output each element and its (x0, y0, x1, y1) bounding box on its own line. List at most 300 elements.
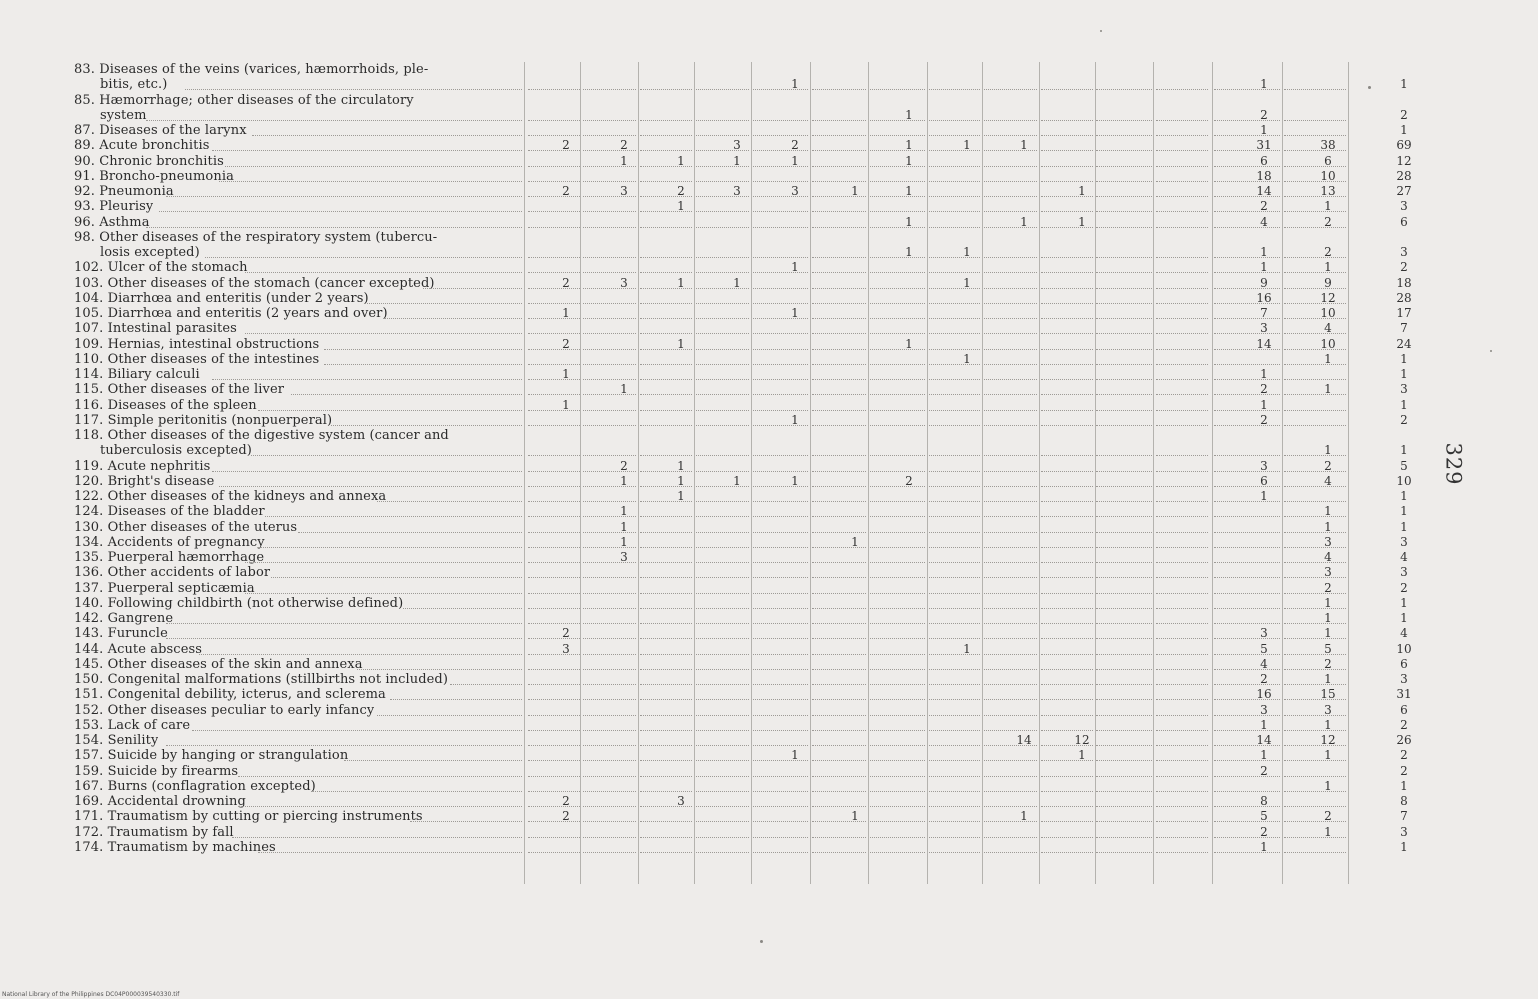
cause-of-death-label: 92. Pneumonia (74, 185, 174, 198)
cell-value-t3: 6 (1400, 215, 1408, 229)
cell-dots (984, 623, 1037, 624)
cell-dots (870, 532, 925, 533)
cell-dots (583, 745, 636, 746)
cell-dots (870, 715, 925, 716)
cell-dots (1096, 516, 1152, 517)
cell-dots (870, 837, 925, 838)
cell-dots (696, 227, 749, 228)
cell-dots (984, 379, 1037, 380)
cell-value-c1: 2 (562, 184, 570, 198)
cell-value-t3: 27 (1396, 184, 1412, 198)
cell-dots (929, 806, 980, 807)
cell-dots (1041, 303, 1093, 304)
table-row (0, 245, 1538, 261)
cell-dots (1096, 684, 1152, 685)
cell-dots (640, 638, 692, 639)
cause-of-death-label: 89. Acute bronchitis (74, 139, 210, 152)
cell-dots (696, 806, 749, 807)
cell-dots (640, 684, 692, 685)
cell-value-t1: 3 (1260, 321, 1268, 335)
cell-dots (1041, 852, 1093, 853)
cell-dots (583, 730, 636, 731)
cell-dots (812, 577, 866, 578)
cell-dots (1096, 394, 1152, 395)
cell-dots (696, 776, 749, 777)
cell-dots (812, 730, 866, 731)
cell-dots (696, 501, 749, 502)
leader-dots (324, 349, 522, 350)
cell-dots (1096, 379, 1152, 380)
cause-of-death-label: 114. Biliary calculi (74, 368, 200, 381)
cell-dots (929, 471, 980, 472)
cell-dots (1156, 852, 1208, 853)
cell-value-t3: 28 (1396, 291, 1412, 305)
cell-value-c7: 1 (905, 215, 913, 229)
cell-dots (1096, 776, 1152, 777)
cell-value-c3: 1 (677, 474, 685, 488)
cell-dots (1284, 379, 1346, 380)
table-row (0, 77, 1538, 93)
cell-value-c9: 1 (1020, 809, 1028, 823)
cell-dots (528, 425, 580, 426)
cause-of-death-label: 130. Other diseases of the uterus (74, 521, 298, 534)
cell-dots (929, 166, 980, 167)
cell-dots (1156, 623, 1208, 624)
cell-dots (870, 699, 925, 700)
cell-dots (583, 349, 636, 350)
cell-dots (870, 608, 925, 609)
cell-dots (528, 394, 580, 395)
table-row (0, 581, 1538, 597)
cell-dots (984, 760, 1037, 761)
cell-dots (696, 593, 749, 594)
cell-value-t1: 3 (1260, 459, 1268, 473)
cell-dots (870, 364, 925, 365)
cell-dots (696, 333, 749, 334)
cause-of-death-label: 151. Congenital debility, icterus, and sclerema (74, 688, 386, 701)
cell-dots (1041, 379, 1093, 380)
cause-of-death-label: 169. Accidental drowning (74, 795, 246, 808)
cell-value-t3: 3 (1400, 565, 1408, 579)
leader-dots (403, 608, 522, 609)
cell-dots (1156, 211, 1208, 212)
cell-value-t3: 2 (1400, 764, 1408, 778)
cell-dots (1214, 791, 1280, 792)
cell-dots (696, 821, 749, 822)
cell-dots (929, 760, 980, 761)
cell-dots (583, 776, 636, 777)
cell-dots (640, 303, 692, 304)
cell-dots (1096, 425, 1152, 426)
cell-dots (640, 120, 692, 121)
cell-dots (812, 166, 866, 167)
cell-dots (812, 288, 866, 289)
cell-dots (1041, 394, 1093, 395)
cell-value-t3: 3 (1400, 245, 1408, 259)
cell-dots (929, 425, 980, 426)
cell-dots (1096, 455, 1152, 456)
cell-value-t3: 1 (1400, 840, 1408, 854)
cell-dots (1156, 410, 1208, 411)
cell-dots (1041, 821, 1093, 822)
table-row (0, 794, 1538, 810)
cell-value-t3: 24 (1396, 337, 1412, 351)
cell-value-t2: 1 (1324, 352, 1332, 366)
table-row (0, 321, 1538, 337)
cell-value-t2: 1 (1324, 611, 1332, 625)
cell-dots (1284, 410, 1346, 411)
table-row (0, 123, 1538, 139)
cell-dots (1156, 821, 1208, 822)
cell-dots (1156, 593, 1208, 594)
cell-value-c1: 1 (562, 367, 570, 381)
cell-dots (1041, 730, 1093, 731)
cell-dots (812, 257, 866, 258)
cell-dots (583, 135, 636, 136)
cell-dots (812, 486, 866, 487)
cell-value-t3: 1 (1400, 779, 1408, 793)
cell-dots (753, 654, 808, 655)
cell-value-c1: 1 (562, 398, 570, 412)
cell-dots (583, 684, 636, 685)
cell-dots (984, 516, 1037, 517)
cell-dots (1096, 791, 1152, 792)
cell-value-c8: 1 (963, 642, 971, 656)
cell-value-t2: 1 (1324, 443, 1332, 457)
cell-dots (1041, 516, 1093, 517)
cause-of-death-label: 171. Traumatism by cutting or piercing instruments (74, 810, 423, 823)
cell-dots (528, 272, 580, 273)
cell-dots (528, 303, 580, 304)
cell-value-t3: 26 (1396, 733, 1412, 747)
cell-dots (929, 562, 980, 563)
table-row (0, 352, 1538, 368)
cell-value-t2: 10 (1320, 306, 1336, 320)
cell-dots (1156, 394, 1208, 395)
cell-dots (583, 425, 636, 426)
leader-dots (238, 806, 522, 807)
cell-value-t3: 2 (1400, 581, 1408, 595)
cell-dots (1156, 837, 1208, 838)
cell-dots (1096, 654, 1152, 655)
cell-dots (812, 776, 866, 777)
cause-of-death-label: 124. Diseases of the bladder (74, 505, 265, 518)
cell-dots (984, 211, 1037, 212)
cell-value-c4: 1 (733, 154, 741, 168)
leader-dots (450, 684, 522, 685)
cell-dots (583, 638, 636, 639)
table-row (0, 703, 1538, 719)
cell-dots (640, 181, 692, 182)
cell-value-c7: 1 (905, 154, 913, 168)
cell-dots (696, 135, 749, 136)
cell-dots (1156, 776, 1208, 777)
cell-dots (984, 394, 1037, 395)
cell-dots (1041, 593, 1093, 594)
cell-dots (528, 852, 580, 853)
cell-dots (528, 623, 580, 624)
cell-dots (583, 791, 636, 792)
cell-value-c1: 2 (562, 809, 570, 823)
cell-dots (1096, 669, 1152, 670)
cell-value-c10: 12 (1074, 733, 1090, 747)
cell-dots (1096, 120, 1152, 121)
cell-dots (1041, 547, 1093, 548)
cell-dots (812, 562, 866, 563)
cell-dots (696, 455, 749, 456)
cell-value-t3: 4 (1400, 626, 1408, 640)
cell-dots (929, 715, 980, 716)
cause-of-death-label: 115. Other diseases of the liver (74, 383, 285, 396)
cell-dots (528, 333, 580, 334)
scan-speck (1490, 350, 1492, 352)
table-row (0, 596, 1538, 612)
cell-value-t3: 1 (1400, 123, 1408, 137)
cell-dots (929, 669, 980, 670)
cell-dots (870, 501, 925, 502)
cell-dots (1041, 638, 1093, 639)
cell-dots (984, 257, 1037, 258)
cell-dots (640, 745, 692, 746)
cause-of-death-label: 105. Diarrhœa and enteritis (2 years and over) (74, 307, 388, 320)
cell-dots (1096, 715, 1152, 716)
cell-dots (753, 669, 808, 670)
cause-of-death-label: 153. Lack of care (74, 719, 191, 732)
cell-dots (1096, 333, 1152, 334)
cell-value-c4: 1 (733, 474, 741, 488)
cell-dots (528, 776, 580, 777)
cause-of-death-label: 144. Acute abscess (74, 643, 203, 656)
cause-of-death-label: 110. Other diseases of the intestines (74, 353, 320, 366)
cell-value-c1: 2 (562, 794, 570, 808)
cell-dots (984, 425, 1037, 426)
cell-dots (640, 654, 692, 655)
cell-dots (984, 135, 1037, 136)
cell-dots (1156, 135, 1208, 136)
table-row (0, 199, 1538, 215)
cell-dots (929, 349, 980, 350)
cell-dots (1156, 577, 1208, 578)
cell-value-c8: 1 (963, 276, 971, 290)
cell-dots (753, 471, 808, 472)
cell-dots (1214, 577, 1280, 578)
cell-dots (528, 791, 580, 792)
cell-value-c4: 1 (733, 276, 741, 290)
cell-dots (1156, 303, 1208, 304)
cell-dots (753, 257, 808, 258)
leader-dots (159, 211, 522, 212)
cell-dots (812, 135, 866, 136)
cell-dots (1096, 760, 1152, 761)
cell-dots (753, 410, 808, 411)
cell-dots (812, 120, 866, 121)
cell-dots (812, 211, 866, 212)
scan-speck (760, 940, 763, 943)
cell-dots (583, 257, 636, 258)
cause-of-death-label: 145. Other diseases of the skin and annexa (74, 658, 363, 671)
cell-dots (812, 501, 866, 502)
cell-dots (1096, 577, 1152, 578)
cause-of-death-label: 167. Burns (conflagration excepted) (74, 780, 316, 793)
cell-dots (984, 669, 1037, 670)
cell-dots (870, 623, 925, 624)
cell-dots (696, 669, 749, 670)
cause-of-death-label: 135. Puerperal hæmorrhage (74, 551, 265, 564)
cell-dots (1156, 501, 1208, 502)
cell-value-c1: 2 (562, 626, 570, 640)
cell-dots (696, 181, 749, 182)
cell-dots (984, 364, 1037, 365)
cell-dots (1096, 821, 1152, 822)
cell-dots (753, 638, 808, 639)
cell-dots (528, 699, 580, 700)
cell-dots (870, 562, 925, 563)
cell-dots (870, 852, 925, 853)
cell-dots (1096, 349, 1152, 350)
table-row (0, 108, 1538, 124)
leader-dots (166, 196, 522, 197)
leader-dots (146, 120, 522, 121)
cell-dots (583, 577, 636, 578)
cell-dots (870, 547, 925, 548)
cell-dots (640, 455, 692, 456)
table-row (0, 687, 1538, 703)
cell-dots (984, 410, 1037, 411)
cell-dots (870, 272, 925, 273)
cell-dots (528, 577, 580, 578)
cell-dots (870, 318, 925, 319)
cell-dots (640, 562, 692, 563)
cell-dots (1156, 120, 1208, 121)
cell-dots (1096, 288, 1152, 289)
cell-dots (984, 196, 1037, 197)
cell-value-t3: 18 (1396, 276, 1412, 290)
cell-dots (696, 303, 749, 304)
cell-dots (929, 593, 980, 594)
cell-dots (929, 608, 980, 609)
cell-dots (1284, 135, 1346, 136)
cell-dots (812, 760, 866, 761)
cell-dots (1156, 791, 1208, 792)
table-row (0, 611, 1538, 627)
cell-dots (1041, 166, 1093, 167)
cell-dots (640, 821, 692, 822)
cell-value-t3: 10 (1396, 474, 1412, 488)
table-row (0, 367, 1538, 383)
cell-value-t3: 2 (1400, 748, 1408, 762)
cell-dots (1041, 608, 1093, 609)
cell-dots (1156, 272, 1208, 273)
cell-value-c1: 2 (562, 337, 570, 351)
cell-dots (812, 455, 866, 456)
cell-dots (870, 379, 925, 380)
cell-dots (640, 699, 692, 700)
cell-dots (984, 181, 1037, 182)
cell-value-c6: 1 (851, 535, 859, 549)
cell-dots (812, 471, 866, 472)
cell-dots (696, 272, 749, 273)
cell-dots (1214, 562, 1280, 563)
cell-dots (1156, 455, 1208, 456)
cell-value-t1: 14 (1256, 733, 1272, 747)
leader-dots (331, 425, 522, 426)
cell-dots (1041, 181, 1093, 182)
cell-dots (929, 684, 980, 685)
cell-value-t2: 1 (1324, 626, 1332, 640)
cell-dots (1156, 257, 1208, 258)
cell-dots (753, 837, 808, 838)
cell-dots (812, 181, 866, 182)
cell-dots (640, 837, 692, 838)
cell-dots (870, 135, 925, 136)
table-row (0, 626, 1538, 642)
cell-dots (1156, 547, 1208, 548)
cell-dots (1041, 120, 1093, 121)
cell-value-t2: 6 (1324, 154, 1332, 168)
cell-value-c9: 1 (1020, 215, 1028, 229)
cell-dots (1096, 593, 1152, 594)
cell-dots (1214, 532, 1280, 533)
cell-dots (528, 684, 580, 685)
cell-dots (1214, 608, 1280, 609)
table-row (0, 276, 1538, 292)
cell-dots (640, 532, 692, 533)
cell-dots (753, 364, 808, 365)
cell-dots (753, 227, 808, 228)
cause-of-death-label: 85. Hæmorrhage; other diseases of the circulatory (74, 94, 414, 107)
table-row (0, 565, 1538, 581)
cell-dots (753, 349, 808, 350)
cell-dots (929, 516, 980, 517)
cause-of-death-label: 93. Pleurisy (74, 200, 154, 213)
cell-dots (640, 135, 692, 136)
cell-dots (929, 227, 980, 228)
cell-dots (870, 806, 925, 807)
cell-dots (528, 471, 580, 472)
cell-dots (753, 593, 808, 594)
cell-dots (696, 852, 749, 853)
cell-dots (1041, 333, 1093, 334)
cell-value-c7: 1 (905, 108, 913, 122)
cell-dots (528, 562, 580, 563)
cause-of-death-label: 137. Puerperal septicæmia (74, 582, 255, 595)
leader-dots (238, 776, 522, 777)
cell-dots (696, 516, 749, 517)
cell-value-c5: 1 (791, 413, 799, 427)
cell-dots (812, 745, 866, 746)
cell-dots (1156, 349, 1208, 350)
cell-dots (640, 776, 692, 777)
cell-dots (870, 745, 925, 746)
cell-dots (929, 776, 980, 777)
table-row (0, 474, 1538, 490)
cell-value-t1: 8 (1260, 794, 1268, 808)
cell-value-t1: 1 (1260, 367, 1268, 381)
cell-value-t1: 14 (1256, 184, 1272, 198)
cell-dots (696, 364, 749, 365)
cell-value-t2: 10 (1320, 337, 1336, 351)
cell-dots (696, 89, 749, 90)
cell-value-c3: 1 (677, 337, 685, 351)
cell-dots (753, 562, 808, 563)
cell-dots (812, 394, 866, 395)
cell-dots (812, 608, 866, 609)
cell-dots (1096, 745, 1152, 746)
cell-dots (528, 181, 580, 182)
cell-dots (870, 669, 925, 670)
cell-dots (528, 730, 580, 731)
cell-value-t1: 1 (1260, 489, 1268, 503)
